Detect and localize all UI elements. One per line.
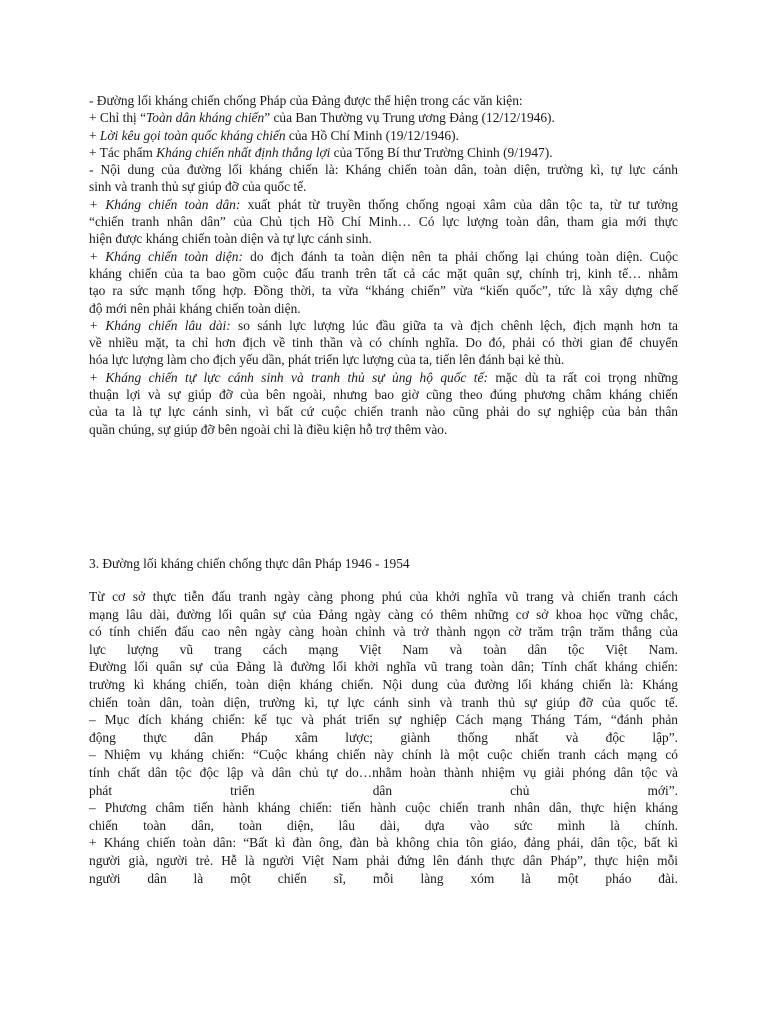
text-line: + Lời kêu gọi toàn quốc kháng chiến của Hồ Chí Minh (19/12/1946). bbox=[89, 127, 459, 143]
text-line: Từ cơ sở thực tiễn đấu tranh ngày càng phong phú của khởi nghĩa vũ trang và chiến tranh cách bbox=[89, 589, 678, 604]
section-heading: 3. Đường lối kháng chiến chống thực dân Pháp 1946 - 1954 bbox=[89, 556, 410, 571]
text-line: của ta là tự lực cánh sinh, vì bất cứ cuộc chiến tranh nào cũng phải do sự nghiệp của bản thân bbox=[89, 404, 678, 420]
section-khang-chien-documents bbox=[89, 92, 678, 438]
text-line: – Nhiệm vụ kháng chiến: “Cuộc kháng chiến này chính là một cuộc chiến tranh cách mạng có bbox=[89, 747, 678, 763]
text-line: kháng chiến của ta bao gồm cuộc đấu tranh trên tất cả các mặt quân sự, chính trị, kinh tế… nhằm bbox=[89, 265, 678, 281]
text-line: + Kháng chiến tự lực cánh sinh và tranh thủ sự ủng hộ quốc tế: mặc dù ta rất coi trọng những bbox=[89, 369, 678, 385]
text-line: – Phương châm tiến hành kháng chiến: tiến hành cuộc chiến tranh nhân dân, thực hiện kháng bbox=[89, 800, 678, 816]
text-line: + Kháng chiến toàn dân: xuất phát từ truyền thống chống ngoại xâm của dân tộc ta, từ tư tưởng bbox=[89, 196, 678, 212]
text-line: sinh và tranh thủ sự giúp đỡ của quốc tế. bbox=[89, 179, 307, 195]
text-line: có tính chiến đấu cao nên ngày càng hoàn chỉnh và trở thành ngọn cờ trăm trận trăm thắng của bbox=[89, 624, 678, 640]
text-line: hiện được kháng chiến toàn diện và tự lực cánh sinh. bbox=[89, 231, 372, 247]
text-line: “chiến tranh nhân dân” của Chủ tịch Hồ Chí Minh… Có lực lượng toàn dân, tham gia mới thực bbox=[89, 214, 678, 230]
text-line: người già, người trẻ. Hễ là người Việt Nam phải đứng lên đánh thực dân Pháp”, thực hiện mỗi bbox=[89, 852, 678, 868]
text-line: – Mục đích kháng chiến: kế tục và phát triển sự nghiệp Cách mạng Tháng Tám, “đánh phản bbox=[89, 712, 678, 728]
text-line: lực lượng vũ trang cách mạng Việt Nam và toàn dân tộc Việt Nam. bbox=[89, 641, 678, 657]
text-line: + Tác phẩm Kháng chiến nhất định thắng lợi của Tổng Bí thư Trường Chinh (9/1947). bbox=[89, 144, 553, 160]
text-line: chiến toàn dân, toàn diện, lâu dài, dựa vào sức mình là chính. bbox=[89, 817, 678, 833]
text-line: tính chất dân tộc độc lập và dân chủ tự do…nhằm hoàn thành nhiệm vụ giải phóng dân tộc và bbox=[89, 764, 678, 780]
text-line: động thực dân Pháp xâm lược; giành thống nhất và độc lập”. bbox=[89, 729, 678, 745]
text-line: + Kháng chiến toàn dân: “Bất kì đàn ông, đàn bà không chia tôn giáo, đảng phái, dân tộc, bất kì bbox=[89, 835, 678, 851]
text-line: quần chúng, sự giúp đỡ bên ngoài chỉ là điều kiện hỗ trợ thêm vào. bbox=[89, 421, 448, 437]
text-line: - Đường lối kháng chiến chống Pháp của Đảng được thể hiện trong các văn kiện: bbox=[89, 93, 523, 108]
text-line: về nhiều mặt, ta chỉ hơn địch về tinh thần và có chính nghĩa. Do đó, phải có thời gian để chuyển bbox=[89, 335, 678, 351]
text-line: + Kháng chiến toàn diện: do địch đánh ta toàn diện nên ta phải chống lại chúng toàn diện. Cuộc bbox=[89, 248, 678, 264]
text-line: - Nội dung của đường lối kháng chiến là: Kháng chiến toàn dân, toàn diện, trường kì, tự lực cánh bbox=[89, 162, 678, 178]
text-line: tạo ra sức mạnh tổng hợp. Đồng thời, ta vừa “kháng chiến” vừa “kiến quốc”, tức là xây dựng chế bbox=[89, 283, 678, 299]
text-line: hóa lực lượng làm cho địch yếu dần, phát triển lực lượng của ta, tiến lên đánh bại kẻ thù. bbox=[89, 352, 565, 368]
text-line: + Kháng chiến lâu dài: so sánh lực lượng lúc đầu giữa ta và địch chênh lệch, địch mạnh hơn ta bbox=[89, 317, 678, 333]
section-3-duong-loi bbox=[89, 555, 678, 887]
text-line: chiến toàn dân, toàn diện, trường kì, tự lực cánh sinh và tranh thủ sự giúp đỡ của quốc tế. bbox=[89, 694, 678, 710]
text-line: thuận lợi và sự giúp đỡ của bên ngoài, nhưng bao giờ cũng theo đúng phương châm kháng chiến bbox=[89, 387, 678, 403]
text-line: trường kì kháng chiến, toàn diện kháng chiến. Nội dung của đường lối kháng chiến là: Kháng bbox=[89, 676, 678, 692]
text-line: Đường lối quân sự của Đảng là đường lối khởi nghĩa vũ trang toàn dân; Tính chất kháng chiến: bbox=[89, 659, 678, 675]
text-line: mạng lâu dài, đường lối quân sự của Đảng ngày càng có thêm những cơ sở khoa học vững chắc, bbox=[89, 606, 678, 622]
text-line: phát triển dân chủ mới”. bbox=[89, 782, 678, 798]
text-line: + Chỉ thị “Toàn dân kháng chiến” của Ban Thường vụ Trung ương Đảng (12/12/1946). bbox=[89, 110, 555, 126]
text-line: độ mới nên phải kháng chiến toàn diện. bbox=[89, 300, 301, 316]
text-line: người dân là một chiến sĩ, mỗi làng xóm là một pháo đài. bbox=[89, 870, 678, 886]
